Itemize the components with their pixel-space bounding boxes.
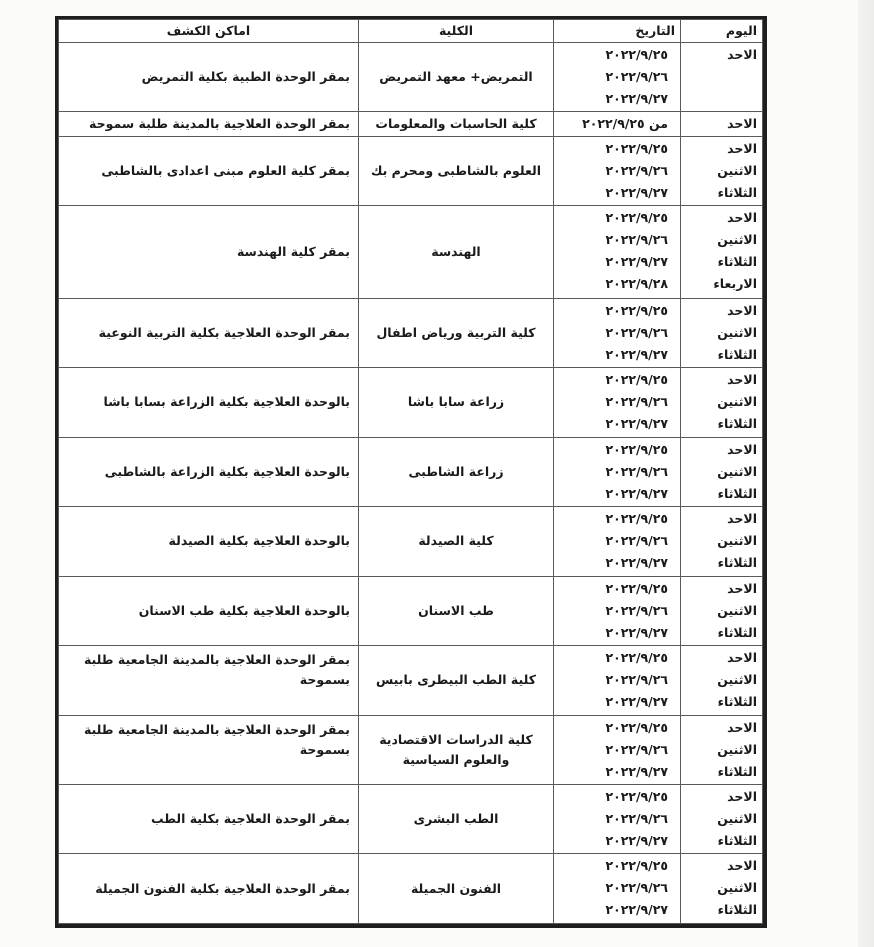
date-value: ٢٠٢٢/٩/٢٦	[605, 69, 668, 84]
date-value: ٢٠٢٢/٩/٢٦	[605, 463, 668, 479]
day-label: الاحد	[727, 858, 757, 874]
college-cell	[359, 507, 554, 576]
day-cell	[681, 576, 763, 645]
day-cell	[681, 368, 763, 437]
location-text: بمقر الوحدة الطبية بكلية التمريض	[141, 69, 350, 85]
date-value: ٢٠٢٢/٩/٢٧	[605, 485, 668, 501]
college-name: كلية الصيدلة	[418, 533, 494, 549]
header-location: اماكن الكشف	[59, 20, 359, 43]
location-cell	[59, 112, 359, 136]
college-name: طب الاسنان	[418, 602, 494, 618]
college-name: زراعة الشاطبى	[408, 463, 504, 479]
date-cell	[554, 112, 681, 136]
location-text: بمقر الوحدة العلاجية بالمدينة طلبة سموحة	[89, 116, 350, 132]
day-label: الاثنين	[717, 324, 757, 340]
date-cell	[554, 715, 681, 784]
page-edge	[858, 0, 874, 947]
table-row	[59, 507, 763, 576]
location-cell	[59, 854, 359, 924]
date-value: ٢٠٢٢/٩/٢٥	[605, 210, 668, 226]
day-label: الاحد	[727, 210, 757, 226]
day-label: الاحد	[727, 47, 757, 62]
college-cell	[359, 854, 554, 924]
date-cell	[554, 437, 681, 506]
day-cell	[681, 298, 763, 367]
date-value: ٢٠٢٢/٩/٢٧	[605, 763, 668, 779]
location-text: بمقر كلية الهندسة	[236, 243, 350, 259]
date-value: ٢٠٢٢/٩/٢٥	[605, 580, 668, 596]
location-cell	[59, 437, 359, 506]
college-name: كلية الدراسات الاقتصادية	[379, 731, 533, 747]
table-row	[59, 112, 763, 136]
college-cell	[359, 576, 554, 645]
location-cell	[59, 576, 359, 645]
date-value: ٢٠٢٢/٩/٢٦	[605, 811, 668, 826]
college-cell	[359, 437, 554, 506]
schedule-sheet	[55, 16, 767, 928]
table-row	[59, 437, 763, 506]
college-name: والعلوم السياسية	[402, 751, 510, 767]
date-cell	[554, 43, 681, 112]
date-value: من ٢٠٢٢/٩/٢٥	[582, 116, 668, 132]
table-row	[59, 136, 763, 205]
date-cell	[554, 507, 681, 576]
day-label: الاحد	[727, 719, 757, 735]
day-label: الاثنين	[717, 811, 757, 826]
day-label: الثلاثاء	[717, 555, 757, 571]
date-value: ٢٠٢٢/٩/٢٧	[605, 346, 668, 362]
date-value: ٢٠٢٢/٩/٢٥	[605, 372, 668, 388]
day-cell	[681, 785, 763, 854]
location-text: بسموحة	[299, 672, 350, 688]
date-value: ٢٠٢٢/٩/٢٧	[605, 184, 668, 200]
date-value: ٢٠٢٢/٩/٢٧	[605, 902, 668, 918]
date-value: ٢٠٢٢/٩/٢٦	[605, 394, 668, 410]
college-cell	[359, 785, 554, 854]
day-cell	[681, 206, 763, 299]
date-value: ٢٠٢٢/٩/٢٦	[605, 672, 668, 688]
date-value: ٢٠٢٢/٩/٢٨	[605, 276, 668, 292]
day-label: الاثنين	[717, 463, 757, 479]
day-cell	[681, 715, 763, 784]
location-cell	[59, 507, 359, 576]
date-value: ٢٠٢٢/٩/٢٧	[605, 694, 668, 710]
date-cell	[554, 298, 681, 367]
table-header-row	[59, 20, 763, 43]
date-value: ٢٠٢٢/٩/٢٦	[605, 880, 668, 896]
college-cell	[359, 43, 554, 112]
date-value: ٢٠٢٢/٩/٢٥	[605, 719, 668, 735]
day-cell	[681, 507, 763, 576]
date-cell	[554, 854, 681, 924]
college-name: التمريض+ معهد التمريض	[379, 69, 533, 85]
college-cell	[359, 646, 554, 715]
location-text: بالوحدة العلاجية بكلية الزراعة بسابا باشا	[103, 394, 350, 410]
location-cell	[59, 43, 359, 112]
table-row	[59, 368, 763, 437]
location-text: بمقر الوحدة العلاجية بكلية الفنون الجميلة	[95, 880, 350, 896]
date-value: ٢٠٢٢/٩/٢٦	[605, 162, 668, 178]
day-label: الاحد	[727, 441, 757, 457]
date-value: ٢٠٢٢/٩/٢٧	[605, 624, 668, 640]
day-label: الاثنين	[717, 533, 757, 549]
date-cell	[554, 206, 681, 299]
date-value: ٢٠٢٢/٩/٢٧	[605, 555, 668, 571]
date-value: ٢٠٢٢/٩/٢٧	[605, 833, 668, 848]
day-label: الاربعاء	[713, 276, 757, 292]
location-text: بمقر الوحدة العلاجية بالمدينة الجامعية طلبة	[83, 721, 350, 737]
college-name: كلية الطب البيطرى بابيس	[376, 672, 536, 688]
day-label: الاحد	[727, 140, 757, 156]
location-cell	[59, 298, 359, 367]
day-label: الاثنين	[717, 741, 757, 757]
header-date: التاريخ	[554, 20, 681, 43]
table-row	[59, 854, 763, 924]
table-row	[59, 785, 763, 854]
date-cell	[554, 646, 681, 715]
day-label: الثلاثاء	[717, 833, 757, 848]
table-row	[59, 298, 763, 367]
location-text: بسموحة	[299, 741, 350, 757]
college-name: الهندسة	[431, 243, 481, 259]
date-value: ٢٠٢٢/٩/٢٦	[605, 232, 668, 248]
date-value: ٢٠٢٢/٩/٢٥	[605, 441, 668, 457]
table-row	[59, 646, 763, 715]
college-name: كلية الحاسبات والمعلومات	[375, 116, 537, 132]
day-label: الاثنين	[717, 672, 757, 688]
day-label: الاثنين	[717, 162, 757, 178]
date-value: ٢٠٢٢/٩/٢٦	[605, 602, 668, 618]
header-college: الكلية	[359, 20, 554, 43]
day-label: الاحد	[727, 580, 757, 596]
college-name: العلوم بالشاطبى ومحرم بك	[371, 162, 541, 178]
date-value: ٢٠٢٢/٩/٢٧	[605, 91, 668, 106]
date-value: ٢٠٢٢/٩/٢٧	[605, 416, 668, 432]
day-label: الثلاثاء	[717, 763, 757, 779]
date-value: ٢٠٢٢/٩/٢٥	[605, 140, 668, 156]
college-name: الفنون الجميلة	[410, 880, 502, 896]
day-cell	[681, 437, 763, 506]
location-text: بمقر الوحدة العلاجية بكلية الطب	[150, 811, 350, 827]
date-value: ٢٠٢٢/٩/٢٥	[605, 302, 668, 318]
date-cell	[554, 576, 681, 645]
location-cell	[59, 368, 359, 437]
college-name: كلية التربية ورياض اطفال	[376, 324, 536, 340]
day-label: الثلاثاء	[717, 416, 757, 432]
date-value: ٢٠٢٢/٩/٢٧	[605, 254, 668, 270]
college-cell	[359, 715, 554, 784]
college-cell	[359, 136, 554, 205]
header-day: اليوم	[681, 20, 763, 43]
date-cell	[554, 368, 681, 437]
date-cell	[554, 136, 681, 205]
day-label: الثلاثاء	[717, 254, 757, 270]
location-text: بالوحدة العلاجية بكلية الصيدلة	[168, 533, 350, 549]
day-label: الاحد	[727, 302, 757, 318]
date-value: ٢٠٢٢/٩/٢٦	[605, 533, 668, 549]
day-cell	[681, 112, 763, 136]
day-cell	[681, 43, 763, 112]
table-body	[59, 43, 763, 924]
day-label: الثلاثاء	[717, 902, 757, 918]
location-cell	[59, 785, 359, 854]
day-cell	[681, 854, 763, 924]
date-value: ٢٠٢٢/٩/٢٦	[605, 741, 668, 757]
day-label: الاثنين	[717, 394, 757, 410]
day-label: الاحد	[727, 116, 757, 132]
date-value: ٢٠٢٢/٩/٢٦	[605, 324, 668, 340]
location-text: بمقر الوحدة العلاجية بكلية التربية النوعية	[98, 324, 350, 340]
day-cell	[681, 646, 763, 715]
location-text: بمقر كلية العلوم مبنى اعدادى بالشاطبى	[101, 162, 350, 178]
college-cell	[359, 368, 554, 437]
day-label: الاثنين	[717, 602, 757, 618]
location-cell	[59, 646, 359, 715]
day-label: الثلاثاء	[717, 694, 757, 710]
location-text: بمقر الوحدة العلاجية بالمدينة الجامعية طلبة	[83, 652, 350, 668]
medical-exam-schedule-table	[58, 19, 763, 924]
college-cell	[359, 206, 554, 299]
date-value: ٢٠٢٢/٩/٢٥	[605, 650, 668, 666]
location-text: بالوحدة العلاجية بكلية الزراعة بالشاطبى	[104, 463, 350, 479]
day-label: الاحد	[727, 372, 757, 388]
table-row	[59, 715, 763, 784]
day-label: الاحد	[727, 789, 757, 804]
table-row	[59, 206, 763, 299]
day-label: الثلاثاء	[717, 184, 757, 200]
day-label: الثلاثاء	[717, 624, 757, 640]
location-cell	[59, 136, 359, 205]
date-value: ٢٠٢٢/٩/٢٥	[605, 511, 668, 527]
day-label: الاثنين	[717, 232, 757, 248]
day-label: الثلاثاء	[717, 485, 757, 501]
location-text: بالوحدة العلاجية بكلية طب الاسنان	[138, 602, 350, 618]
college-cell	[359, 298, 554, 367]
day-cell	[681, 136, 763, 205]
table-row	[59, 576, 763, 645]
table-row	[59, 43, 763, 112]
date-value: ٢٠٢٢/٩/٢٥	[605, 47, 668, 62]
college-cell	[359, 112, 554, 136]
date-value: ٢٠٢٢/٩/٢٥	[605, 789, 668, 804]
day-label: الثلاثاء	[717, 346, 757, 362]
day-label: الاحد	[727, 511, 757, 527]
college-name: الطب البشرى	[413, 811, 499, 827]
date-cell	[554, 785, 681, 854]
college-name: زراعة سابا باشا	[407, 394, 505, 410]
location-cell	[59, 206, 359, 299]
date-value: ٢٠٢٢/٩/٢٥	[605, 858, 668, 874]
day-label: الاحد	[727, 650, 757, 666]
day-label: الاثنين	[717, 880, 757, 896]
location-cell	[59, 715, 359, 784]
